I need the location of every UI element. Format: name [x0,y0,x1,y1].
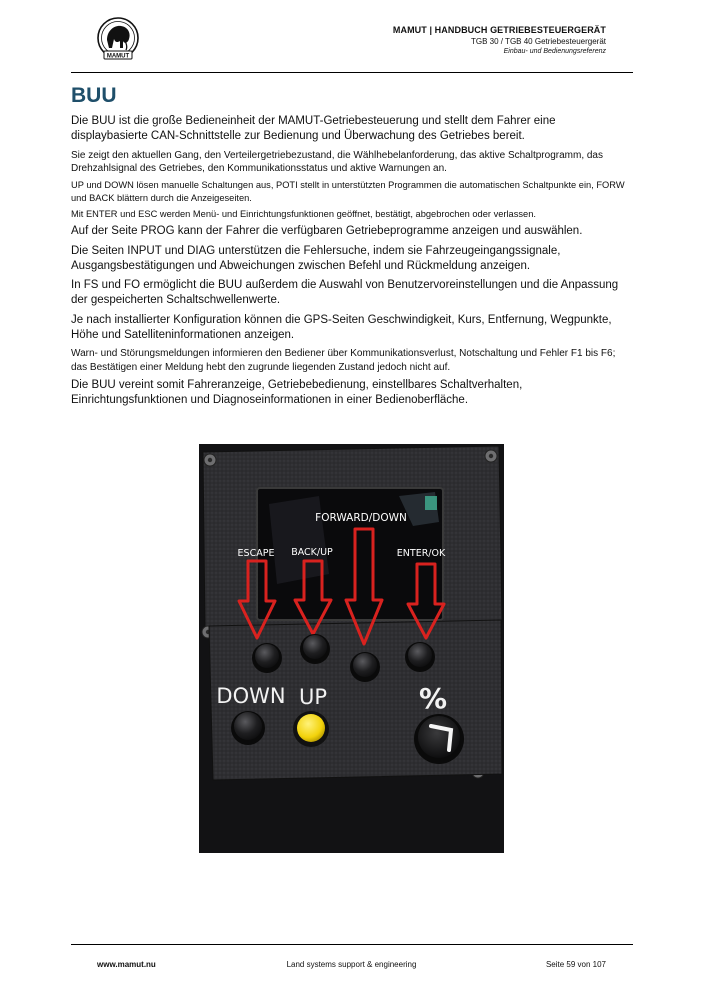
header-subtitle: TGB 30 / TGB 40 Getriebesteuergerät [470,37,606,46]
label-escape: ESCAPE [237,548,275,559]
header-rule [71,72,633,73]
footer-page-number: Seite 59 von 107 [545,960,606,969]
label-back-up: BACK/UP [291,547,333,558]
body-text [71,114,633,412]
label-forward-down: FORWARD/DOWN [315,512,407,524]
paragraph: Die Seiten INPUT und DIAG unterstützen die Fehlersuche, indem sie Fahrzeugeingangssignale, Ausgangsbestätigungen und Abweichungen zwischen Befehl und Rückmeldung anzeigen. [71,244,561,272]
footer-website: www.mamut.nu [97,960,156,969]
paragraph: Auf der Seite PROG kann der Fahrer die verfügbaren Getriebeprogramme anzeigen und auswählen. [71,225,583,238]
paragraph: Mit ENTER und ESC werden Menü- und Einrichtungsfunktionen geöffnet, bestätigt, abgebrochen oder verlassen. [71,208,536,219]
footer-rule [71,944,633,945]
paragraph: Die BUU vereint somit Fahreranzeige, Getriebebedienung, einstellbares Schaltverhalten, Einrichtungsfunktionen und Diagnoseinformationen in einer Bedienoberfläche. [71,378,523,407]
paragraph: Die BUU ist die große Bedieneinheit der MAMUT-Getriebesteuerung und stellt dem Fahrer eine displaybasierte CAN-Schnittstelle zur Bedienung und Überwachung des Getriebes bereit. [71,115,556,143]
logo-text: MAMUT [106,53,130,60]
buu-photo [199,444,504,853]
mamut-logo [93,16,143,62]
header-title: MAMUT | HANDBUCH GETRIEBESTEUERGERÄT [392,25,606,35]
paragraph: UP und DOWN lösen manuelle Schaltungen aus, POTI stellt in unterstützten Programmen die automatischen Schaltpunkte ein, FORW und BACK blättern durch die Anzeigeseiten. [71,180,625,203]
paragraph: In FS und FO ermöglicht die BUU außerdem die Auswahl von Benutzervoreinstellungen und die Anpassung der gespeicherten Schaltschwellenwerte. [71,279,619,307]
up-button [293,711,329,747]
down-button [231,711,265,745]
label-down: DOWN [216,684,286,708]
label-up: UP [298,685,328,709]
paragraph: Sie zeigt den aktuellen Gang, den Verteilergetriebezustand, die Wählhebelanforderung, das aktive Schaltprogramm, das Drehzahlsignal des Getriebes, den Kommunikationsstatus und aktive Warnungen an. [71,149,603,174]
paragraph: Warn- und Störungsmeldungen informieren den Bediener über Kommunikationsverlust, Notschaltung und Fehler F1 bis F6; das Bestätigen einer Meldung hebt den zugrunde liegenden Zustand jedoch nicht auf. [71,348,616,373]
poti-knob [414,714,464,764]
label-enter-ok: ENTER/OK [396,548,446,559]
header-section: Einbau- und Bedienungsreferenz [503,48,606,55]
page-title: BUU [71,84,117,107]
paragraph: Je nach installierter Konfiguration können die GPS-Seiten Geschwindigkeit, Kurs, Entfernung, Wegpunkte, Höhe und Satelliteninformationen anzeigen. [71,313,612,341]
footer-tagline: Land systems support & engineering [286,960,417,969]
page-header [393,25,606,55]
label-percent: % [418,682,448,715]
